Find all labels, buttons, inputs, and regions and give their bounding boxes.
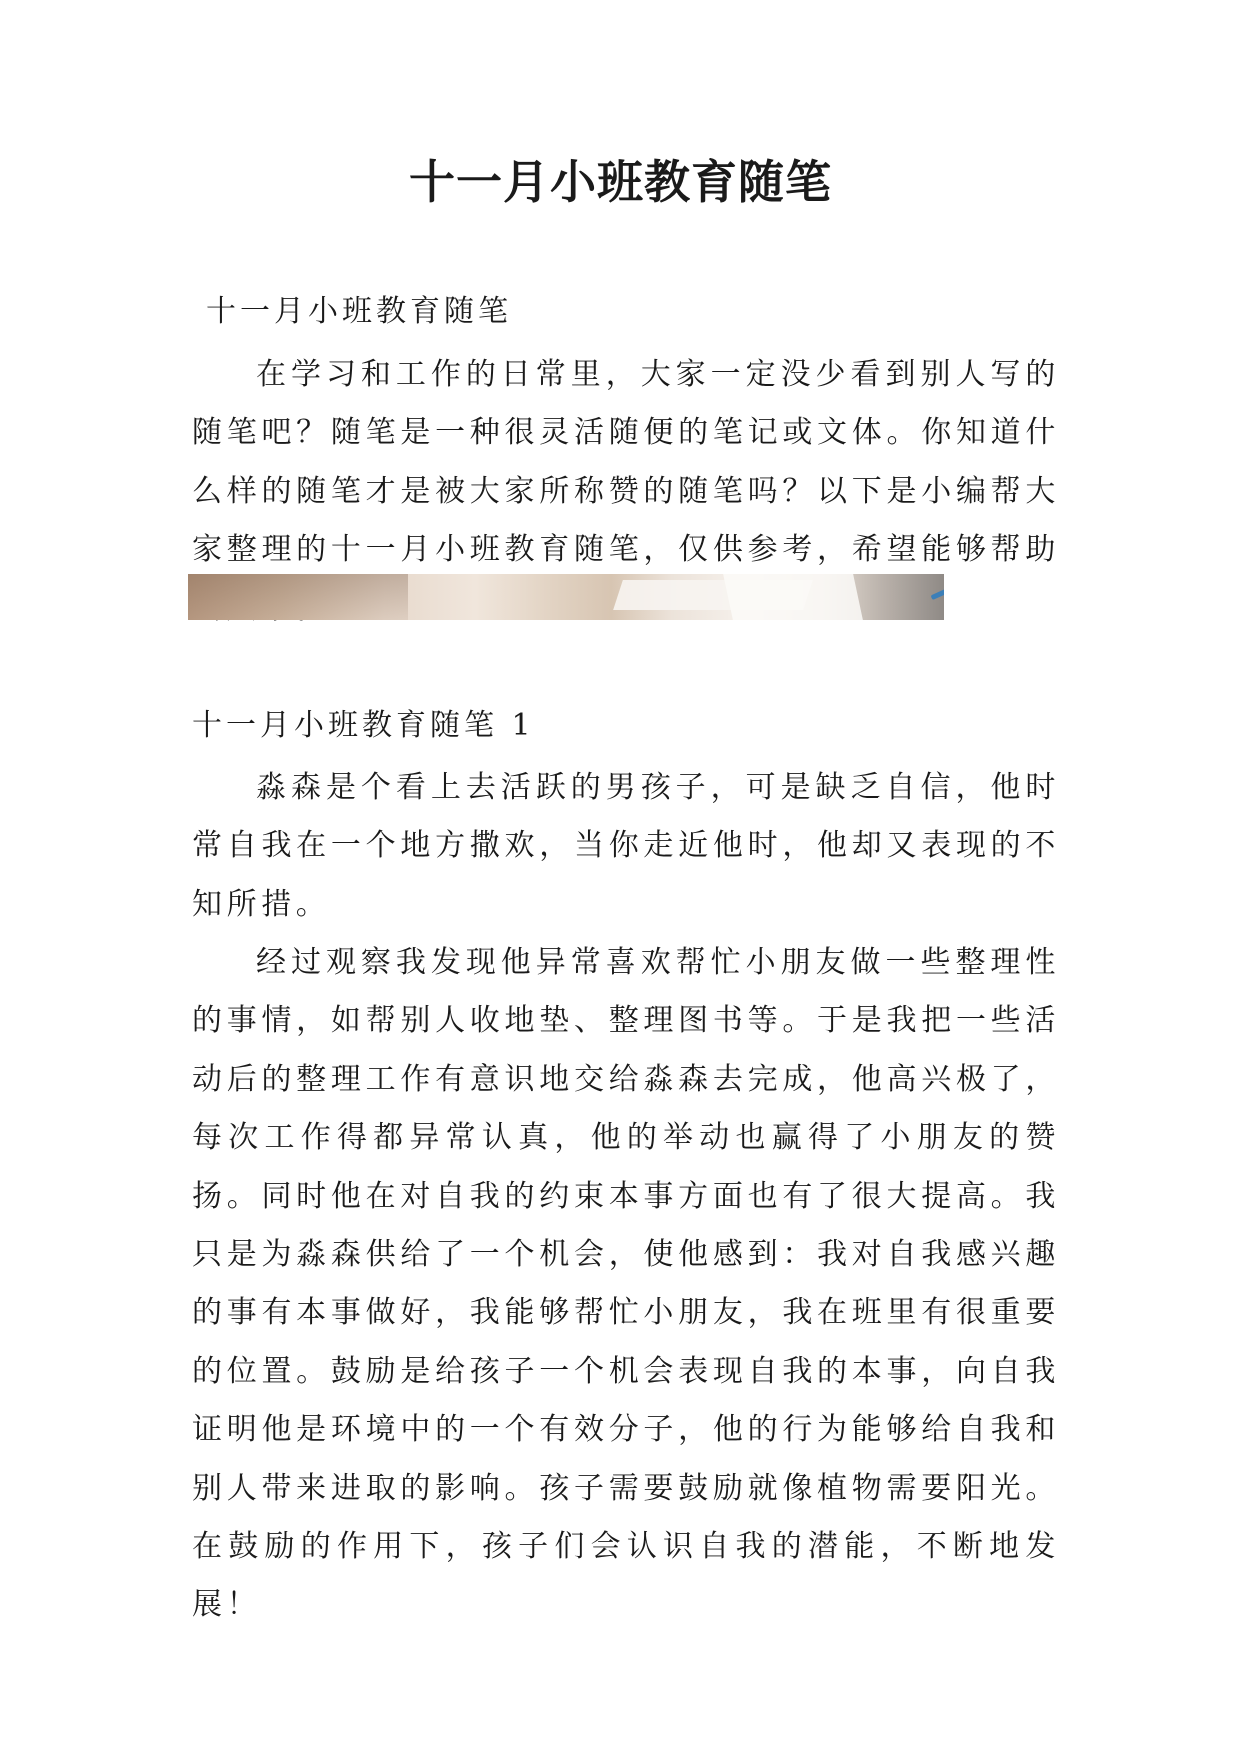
photo-notebook [723,574,863,620]
photo-pen [931,581,944,600]
document-subtitle: 十一月小班教育随笔 [206,294,512,329]
intro-paragraph: 在学习和工作的日常里，大家一定没少看到别人写的随笔吧？随笔是一种很灵活随便的笔记或文体。你知道什么样的随笔才是被大家所称赞的随笔吗？以下是小编帮大家整理的十一月小班教育随笔，仅供参考，希望能够帮助 [192,357,1060,568]
section-heading: 十一月小班教育随笔 1 [192,708,535,743]
document-title: 十一月小班教育随笔 [409,155,832,209]
section-paragraph: 淼森是个看上去活跃的男孩子，可是缺乏自信，他时常自我在一个地方撒欢，当你走近他时，他却又表现的不知所措。 [192,770,1060,922]
photo-shadow [188,574,408,620]
section-paragraph: 经过观察我发现他异常喜欢帮忙小朋友做一些整理性的事情，如帮别人收地垫、整理图书等。于是我把一些活动后的整理工作有意识地交给淼森去完成，他高兴极了，每次工作得都异常认真，他的举动也赢得了小朋友的赞扬。同时他在对自我的约束本事方面也有了很大提高。我只是为淼森供给了一个机会，使他感到：我对自我感兴趣的事有本事做好，我能够帮忙小朋友，我在班里有很重要的位置。鼓励是给孩子一个机会表现自我的本事，向自我证明他是环境中的一个有效分子，他的行为能够给自我和别人带来进取的影响。孩子需要鼓励就像植物需要阳光。在鼓励的作用下，孩子们会认识自我的潜能，不断地发展！ [192,945,1060,1623]
banner-photo-image [188,574,944,620]
